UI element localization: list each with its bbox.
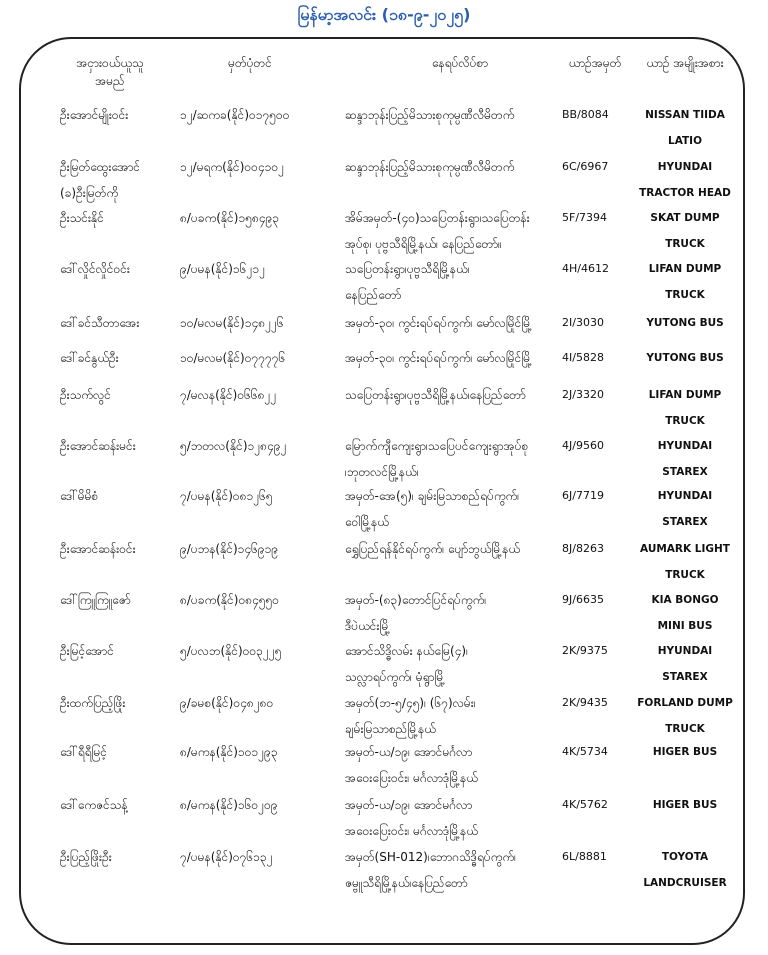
- vehicle-type-cell: FORLAND DUMP TRUCK: [637, 697, 733, 735]
- address-cell: အမှတ်(ဘ-၅/၄၅)၊ (၆၇)လမ်း၊ ချမ်းမြသာစည်မြို့နယ်: [345, 696, 476, 736]
- plate-cell: 2J/3320: [562, 388, 604, 401]
- owner-cell: ဦးမြင့်အောင်: [60, 644, 114, 658]
- table-row: [0, 433, 768, 485]
- vehicle-type-cell: HYUNDAI TRACTOR HEAD: [639, 161, 731, 199]
- nrc-cell: ၇/ပမန(နိုင်)၀၇၆၁၃၂: [180, 850, 273, 864]
- owner-cell: ဒေါ်ခင်နွယ်ဦး: [60, 351, 119, 365]
- table-row: [0, 844, 768, 896]
- nrc-cell: ၇/ပမန(နိုင်)၀၈၁၂၆၅: [180, 489, 273, 503]
- nrc-cell: ၁၀/မလမ(နိုင်)၁၄၈၂၂၆: [180, 316, 284, 330]
- header-owner: အငှားဝယ်ယူသူ အမည်: [76, 56, 144, 88]
- plate-cell: 5F/7394: [562, 211, 608, 224]
- owner-cell: ဦးအောင်မျိုးဝင်း: [60, 108, 129, 122]
- address-cell: သပြေတန်းရွာ၊ပုဗ္ဗသီရိမြို့နယ်၊ နေပြည်တော်: [345, 262, 470, 302]
- address-cell: အမှတ်-အေ(၅)၊ ချမ်းမြသာစည်ရပ်ကွက်၊ ဝေါမြို့နယ်: [345, 489, 520, 529]
- table-row: [0, 690, 768, 742]
- plate-cell: 4I/5828: [562, 351, 604, 364]
- nrc-cell: ၁၀/မလမ(နိုင်)၀၇၇၇၇၆: [180, 351, 286, 365]
- owner-cell: ဦးမြတ်ထွေးအောင် (ခ)ဦးမြတ်ကို: [60, 160, 141, 200]
- address-cell: အမှတ်-ယ/၁၉၊ အောင်မင်္ဂလာ အဝေးပြေးဝင်း၊ မင်္ဂလာဒုံမြို့နယ်: [345, 798, 478, 838]
- nrc-cell: ၅/ဘတလ(နိုင်)၁၂၈၄၉၂: [180, 439, 287, 453]
- owner-cell: ဒေါ်မိမိစံ: [60, 489, 99, 503]
- address-cell: ဆန္ဒာဘုန်းပြည့်မိသားစုကုမ္ပဏီလီမိတက်: [345, 108, 515, 122]
- vehicle-type-cell: YUTONG BUS: [646, 317, 724, 329]
- table-row: [0, 256, 768, 308]
- nrc-cell: ၈/ပခက(နိုင်)၁၅၈၄၉၃: [180, 211, 280, 225]
- owner-cell: ဒေါ်လှိုင်လှိုင်ဝင်း: [60, 262, 130, 276]
- address-cell: အောင်သိဒ္ဓိလမ်း နယ်မြေ(၄)၊ သလ္လာရပ်ကွက်၊ မုံရွာမြို့: [345, 644, 468, 684]
- vehicle-type-cell: TOYOTA LANDCRUISER: [643, 851, 727, 889]
- vehicle-type-cell: HYUNDAI STAREX: [657, 440, 713, 478]
- address-cell: အမှတ်-၃၀၊ ကွင်းရပ်ရပ်ကွက်၊ မော်လမြိုင်မြို့: [345, 316, 533, 330]
- address-cell: အိမ်အမှတ်-(၄၀)သပြေတန်းရွာ၊သပြေတန်း အုပ်စု၊ ပုဗ္ဗသီရိမြို့နယ်၊ နေပြည်တော်။: [345, 211, 530, 251]
- table-row: [0, 638, 768, 690]
- owner-cell: ဦးသင်းနိုင်: [60, 211, 104, 225]
- plate-cell: 8J/8263: [562, 542, 604, 555]
- table-row: [0, 483, 768, 535]
- nrc-cell: ၇/မလန(နိုင်)၀၆၆၈၂၂: [180, 388, 277, 402]
- page-title: မြန်မာ့အလင်း (၁၈-၉-၂၀၂၅): [297, 5, 471, 24]
- address-cell: သပြေတန်းရွာ၊ပုဗ္ဗသီရိမြို့နယ်၊နေပြည်တော်: [345, 388, 526, 402]
- address-cell: အမှတ်-(၈၃)တောင်ပြင်ရပ်ကွက်၊ ဒီပဲယင်းမြို့: [345, 593, 487, 633]
- nrc-cell: ၁၂/မရက(နိုင်)၀၀၄၁၀၂: [180, 160, 285, 174]
- owner-cell: ဦးသက်လွင်: [60, 388, 111, 402]
- vehicle-type-cell: LIFAN DUMP TRUCK: [648, 389, 722, 427]
- vehicle-type-cell: NISSAN TIIDA LATIO: [645, 109, 725, 147]
- table-row: [0, 102, 768, 154]
- address-cell: အမှတ်-၃၀၊ ကွင်းရပ်ရပ်ကွက်၊ မော်လမြိုင်မြို့: [345, 351, 533, 365]
- owner-cell: ဦးအောင်ဆန်းဝင်း: [60, 542, 136, 556]
- vehicle-type-cell: YUTONG BUS: [646, 352, 724, 364]
- table-row: [0, 739, 768, 791]
- header-address: နေရပ်လိပ်စာ: [431, 56, 489, 70]
- address-cell: ဆန္ဒာဘုန်းပြည့်မိသားစုကုမ္ပဏီလီမိတက်: [345, 160, 515, 174]
- vehicle-type-cell: HIGER BUS: [652, 746, 718, 758]
- vehicle-type-cell: HYUNDAI STAREX: [657, 645, 713, 683]
- owner-cell: ဦးအောင်ဆန်းမင်း: [60, 439, 136, 453]
- plate-cell: 4H/4612: [562, 262, 609, 275]
- nrc-cell: ၈/ပခက(နိုင်)၀၈၄၅၅၀: [180, 593, 280, 607]
- owner-cell: ဒေါ်ခင်သီတာအေး: [60, 316, 140, 330]
- table-row: [0, 205, 768, 257]
- table-row: [0, 792, 768, 844]
- owner-cell: ဒေါ်ကြူကြူဇော်: [60, 593, 131, 607]
- nrc-cell: ၁၂/ဆကခ(နိုင်)၀၁၇၅၀၀: [180, 108, 290, 122]
- header-plate: ယာဉ်အမှတ်: [568, 56, 622, 70]
- nrc-cell: ၈/မကန(နိုင်)၁၀၁၂၉၃: [180, 745, 278, 759]
- nrc-cell: ၈/မကန(နိုင်)၁၆၀၂၀၉: [180, 798, 278, 812]
- table-row: [0, 536, 768, 588]
- plate-cell: 9J/6635: [562, 593, 604, 606]
- table-row: [0, 382, 768, 434]
- vehicle-type-cell: LIFAN DUMP TRUCK: [648, 263, 722, 301]
- plate-cell: 2K/9375: [562, 644, 608, 657]
- plate-cell: 4K/5734: [562, 745, 608, 758]
- header-nrc: မှတ်ပုံတင်: [228, 56, 272, 70]
- plate-cell: 6J/7719: [562, 489, 604, 502]
- header-type: ယာဉ် အမျိုးအစား: [646, 56, 724, 70]
- nrc-cell: ၅/ပလဘ(နိုင်)၀၀၃၂၂၅: [180, 644, 282, 658]
- owner-cell: ဒေါ်ရီရီမြင့်: [60, 745, 108, 759]
- plate-cell: 4K/5762: [562, 798, 608, 811]
- vehicle-type-cell: AUMARK LIGHT TRUCK: [640, 543, 730, 581]
- plate-cell: BB/8084: [562, 108, 609, 121]
- plate-cell: 6C/6967: [562, 160, 609, 173]
- nrc-cell: ၉/ပမန(နိုင်)၁၆၂၁၂: [180, 262, 265, 276]
- address-cell: ရွှေပြည်ရန်နိုင်ရပ်ကွက်၊ ပျော်ဘွယ်မြို့နယ်: [345, 542, 520, 556]
- table-row: [0, 587, 768, 639]
- vehicle-type-cell: HYUNDAI STAREX: [657, 490, 713, 528]
- plate-cell: 4J/9560: [562, 439, 604, 452]
- nrc-cell: ၉/ခမစ(နိုင်)၀၄၈၂၈၀: [180, 696, 274, 710]
- address-cell: အမှတ်-ယ/၁၉၊ အောင်မင်္ဂလာ အဝေးပြေးဝင်း၊ မင်္ဂလာဒုံမြို့နယ်: [345, 745, 478, 785]
- table-row: [0, 154, 768, 206]
- address-cell: မြောက်ကျီကျေးရွာ၊သပြေပင်ကျေးရွာအုပ်စု ၊ဘုတလင်မြို့နယ်၊: [345, 439, 529, 479]
- vehicle-type-cell: KIA BONGO MINI BUS: [651, 594, 719, 632]
- plate-cell: 2K/9435: [562, 696, 608, 709]
- plate-cell: 6L/8881: [562, 850, 607, 863]
- owner-cell: ဒေါ်ကေဇင်သန့်: [60, 798, 128, 812]
- owner-cell: ဦးထက်ပြည့်ဖြိုး: [60, 696, 126, 710]
- vehicle-type-cell: SKAT DUMP TRUCK: [650, 212, 720, 250]
- address-cell: အမှတ်(SH-012)၊ဘောဂသိဒ္ဓိရပ်ကွက်၊ ဇမ္ဗူသီရိမြို့နယ်၊နေပြည်တော်: [345, 850, 517, 890]
- plate-cell: 2I/3030: [562, 316, 604, 329]
- nrc-cell: ၉/ပဘန(နိုင်)၁၄၆၉၁၉: [180, 542, 279, 556]
- vehicle-type-cell: HIGER BUS: [652, 799, 718, 811]
- owner-cell: ဦးပြည့်ဖြိုးဦး: [60, 850, 112, 864]
